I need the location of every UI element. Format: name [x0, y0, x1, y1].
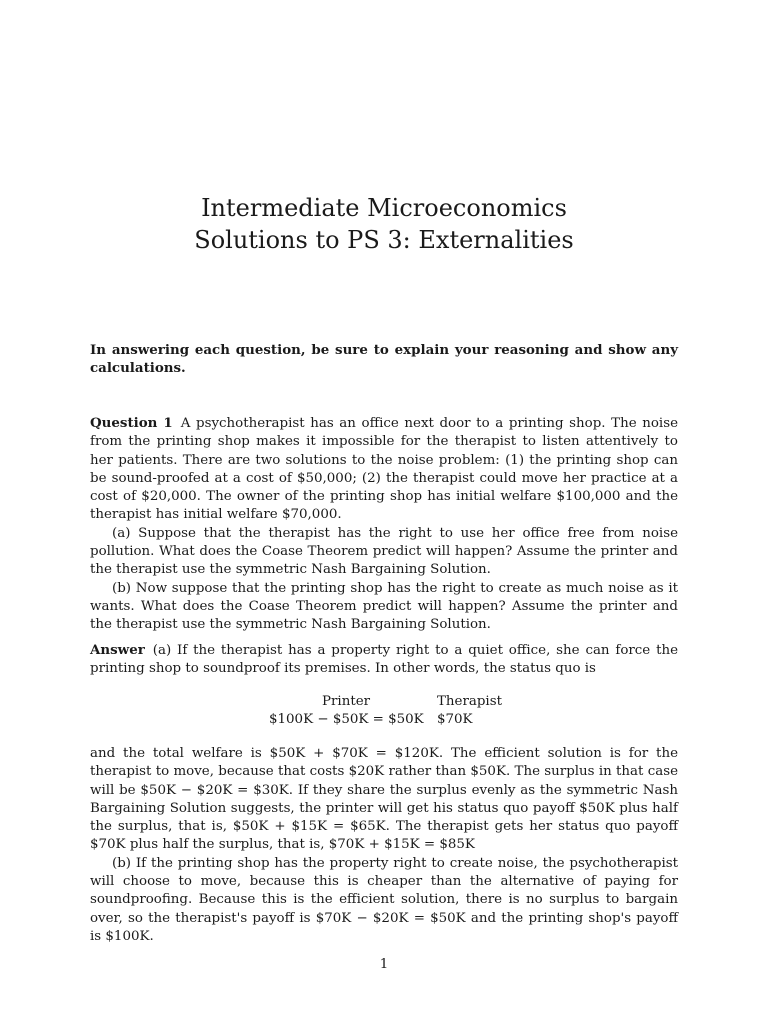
table-header-therapist: Therapist — [437, 694, 502, 709]
answer-a-continued: and the total welfare is $50K + $70K = $120K. The efficient solution is for the therapist to move, because that costs $20K rather than $50K. The surplus in that case will be $50K − $20K = $30K. If they share the surplus evenly as the symmetric Nash Bargaining Solution suggests, the printer will get his status quo payoff $50K plus half the surplus, that is, $50K + $15K = $65K. The therapist gets her status quo payoff $70K plus half the surplus, that is, $70K + $15K = $85K — [90, 746, 678, 853]
instructions: In answering each question, be sure to explain your reasoning and show any calculations. — [90, 342, 678, 377]
answer-a-intro-text: (a) If the therapist has a property right to a quiet office, she can force the printing shop to soundproof its premises. In other words, the status quo is — [90, 643, 678, 677]
question-1-part-a: (a) Suppose that the therapist has the right to use her office free from noise pollution. What does the Coase Theorem predict will happen? Assume the printer and the therapist use the symmetric Nash Bargaining Solution. — [90, 525, 678, 578]
answer-continued — [90, 745, 678, 946]
title-line-2: Solutions to PS 3: Externalities — [194, 226, 574, 254]
question-1-text: A psychotherapist has an office next door to a printing shop. The noise from the printing shop makes it impossible for the therapist to listen attentively to her patients. There are two solutions to the noise problem: (1) the printing shop can be sound-proofed at a cost of $50,000; (2) the therapist could move her practice at a cost of $20,000. The owner of the printing shop has initial welfare $100,000 and the therapist has initial welfare $70,000. — [90, 416, 678, 523]
answer-label: Answer — [90, 642, 145, 658]
page-number: 1 — [379, 957, 389, 972]
question-1-part-b: (b) Now suppose that the printing shop has the right to create as much noise as it wants. What does the Coase Theorem predict will happen? Assume the printer and the therapist use the symmetric Nash Bargaining Solution. — [90, 580, 678, 633]
question-1 — [90, 414, 678, 635]
page-title — [90, 192, 678, 256]
question-1-label: Question 1 — [90, 415, 173, 431]
question-1-intro — [90, 414, 678, 525]
table-header-printer: Printer — [322, 694, 371, 709]
table-value-therapist: $70K — [437, 712, 473, 727]
table-value-printer: $100K − $50K = $50K — [269, 712, 424, 727]
answer-part-a-intro — [90, 641, 678, 679]
title-line-1: Intermediate Microeconomics — [201, 194, 567, 222]
answer-b: (b) If the printing shop has the property right to create noise, the psychotherapist will choose to move, because this is cheaper than the alternative of paying for soundproofing. Because this is the efficient solution, there is no surplus to bargain over, so the therapist's payoff is $70K − $20K = $50K and the printing shop's payoff is $100K. — [90, 855, 678, 944]
